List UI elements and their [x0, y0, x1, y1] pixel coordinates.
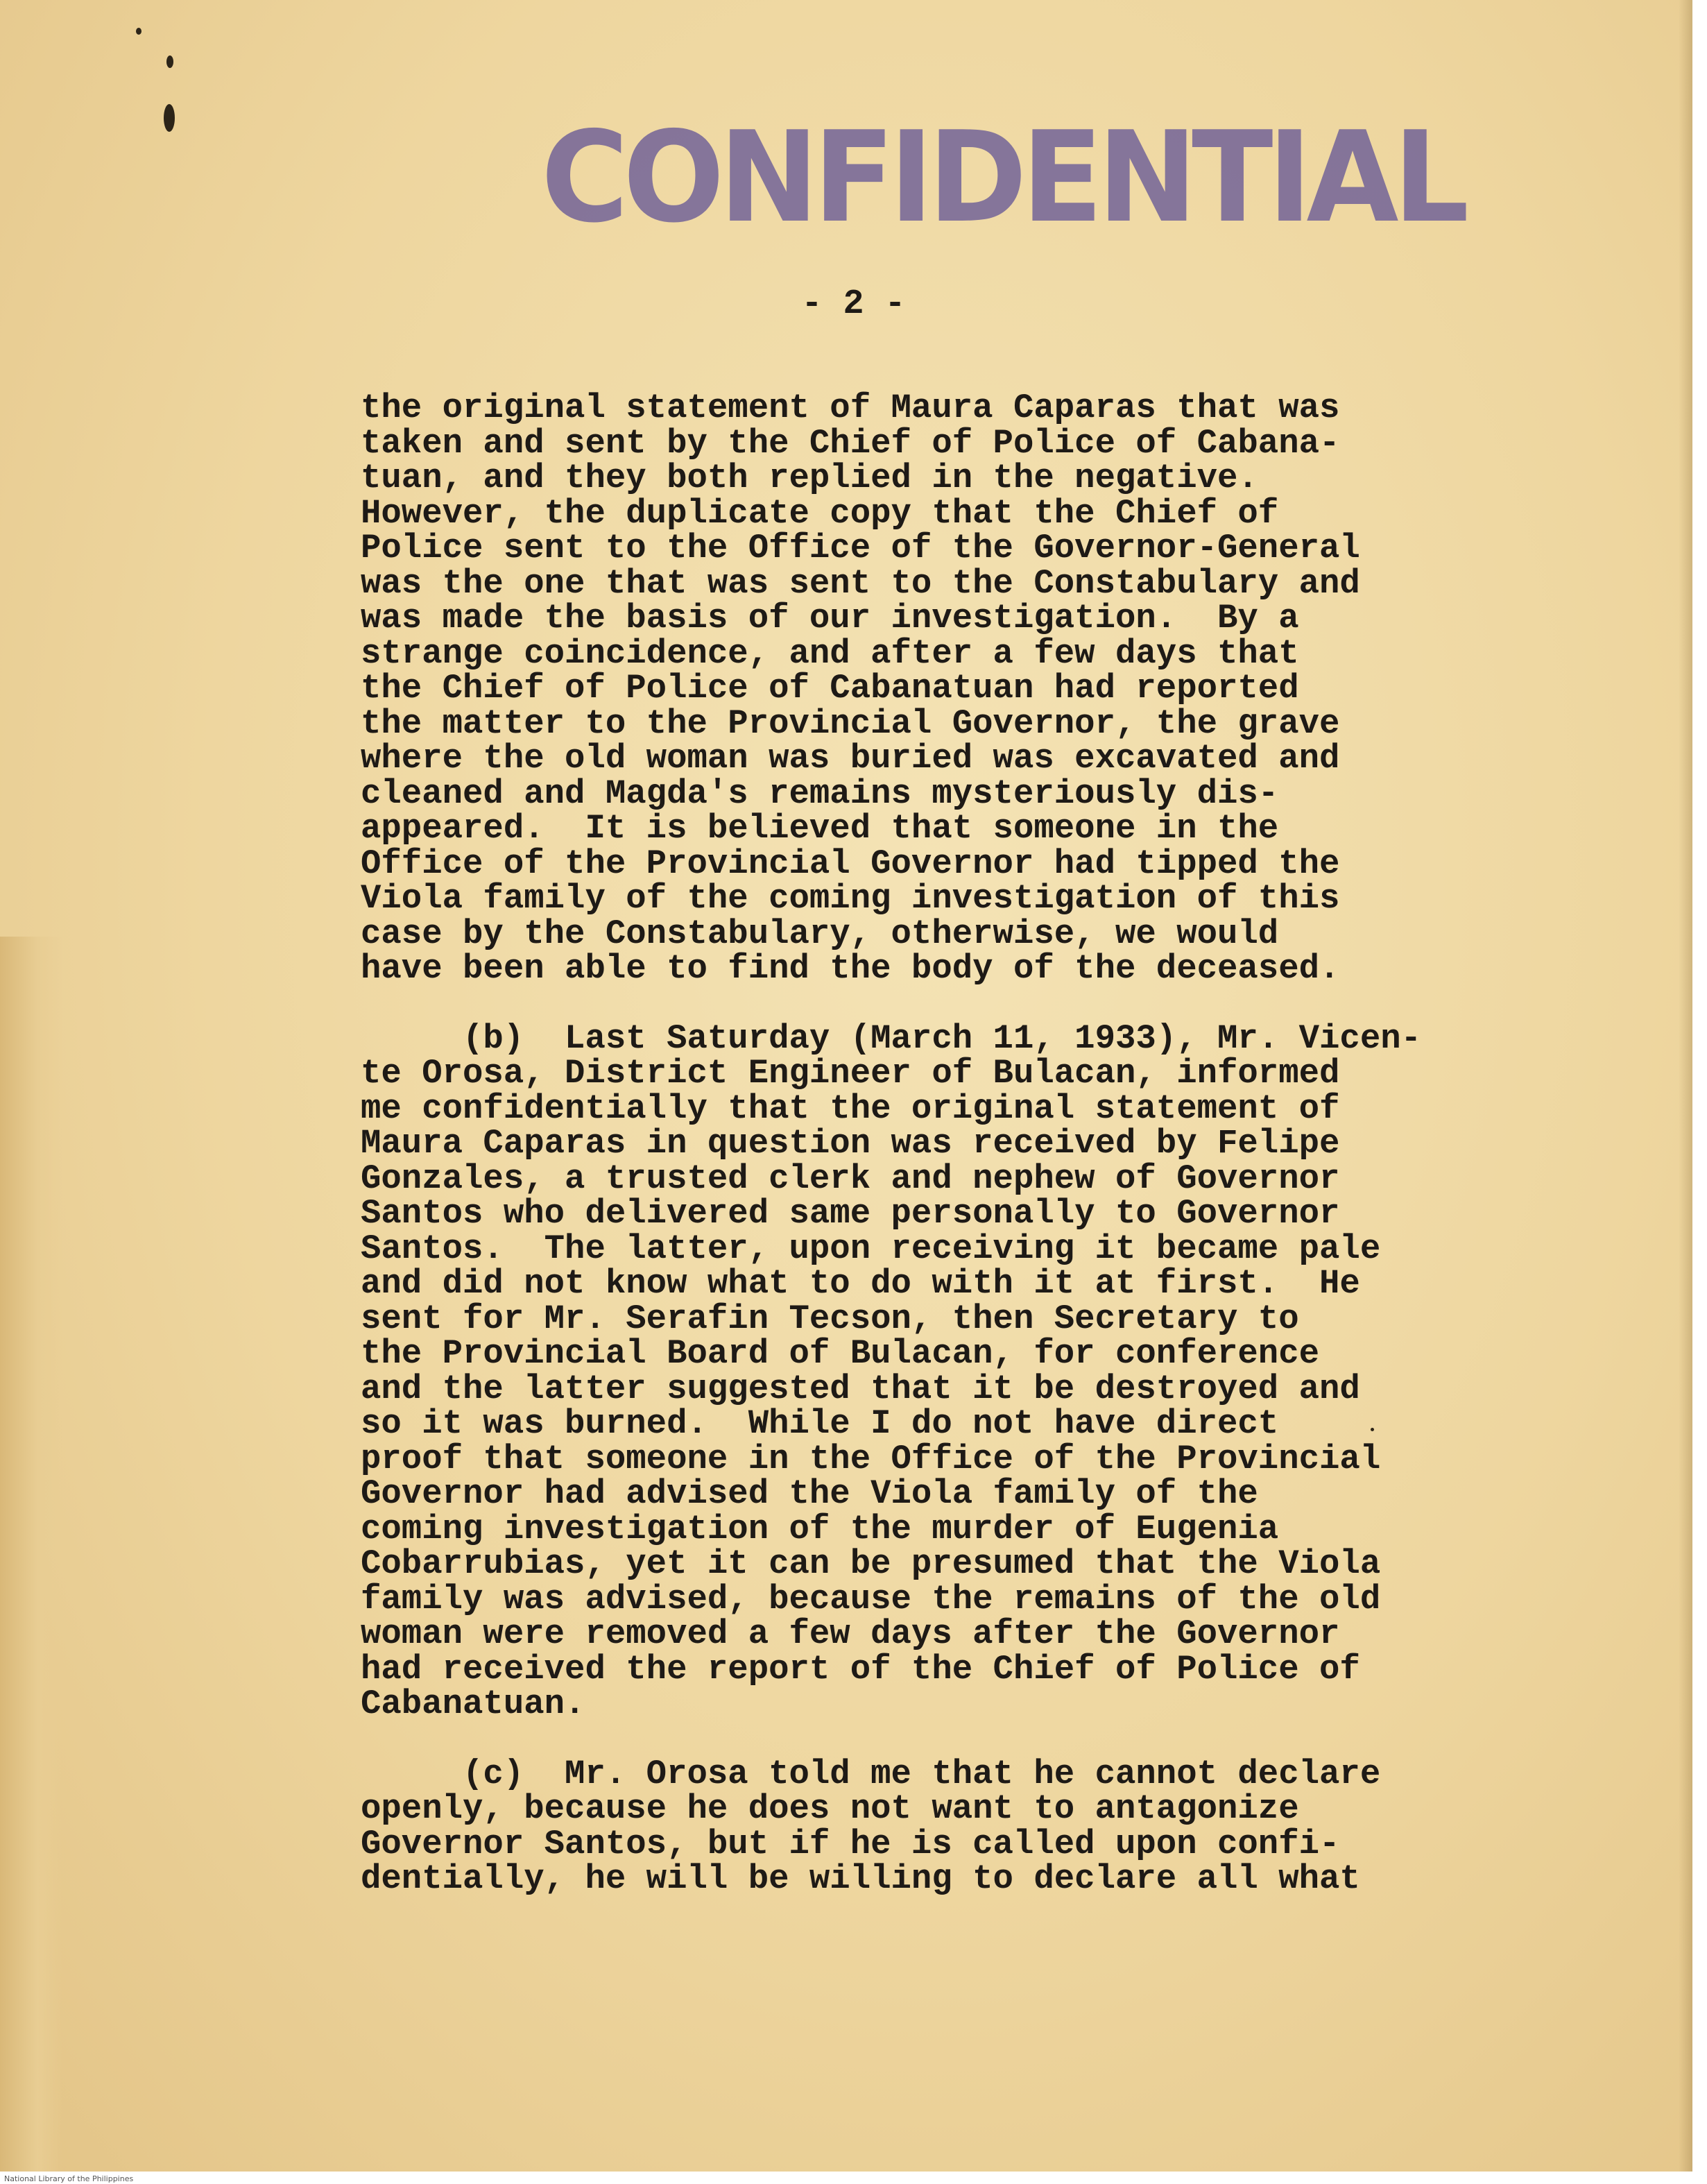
ink-stain — [164, 104, 175, 132]
text-line: openly, because he does not want to antagonize — [361, 1789, 1299, 1828]
text-line: Viola family of the coming investigation of this — [361, 879, 1340, 918]
text-line: Governor Santos, but if he is called upon confi- — [361, 1824, 1340, 1863]
paragraph-a-continuation — [361, 391, 1443, 987]
ink-stain — [166, 56, 173, 68]
text-line: Maura Caparas in question was received by Felipe — [361, 1124, 1340, 1163]
text-line: Cobarrubias, yet it can be presumed that the Viola — [361, 1544, 1381, 1583]
text-line: so it was burned. While I do not have direct — [361, 1404, 1279, 1443]
text-line: the Chief of Police of Cabanatuan had reported — [361, 669, 1299, 708]
text-line: was the one that was sent to the Constabulary and — [361, 563, 1360, 603]
folded-edge — [0, 937, 62, 2172]
text-line: Santos. The latter, upon receiving it became pale — [361, 1229, 1381, 1268]
text-line: woman were removed a few days after the Governor — [361, 1614, 1340, 1653]
text-line: strange coincidence, and after a few days that — [361, 633, 1299, 673]
ink-stain — [136, 28, 141, 35]
text-line: cleaned and Magda's remains mysteriously dis- — [361, 774, 1279, 813]
text-line: where the old woman was buried was excavated and — [361, 739, 1340, 778]
text-line: te Orosa, District Engineer of Bulacan, informed — [361, 1054, 1340, 1093]
confidential-stamp: CONFIDENTIAL — [541, 103, 1464, 250]
text-line: family was advised, because the remains of the old — [361, 1579, 1381, 1619]
text-line: Governor had advised the Viola family of the — [361, 1474, 1258, 1513]
text-line: dentially, he will be willing to declare all what — [361, 1859, 1360, 1898]
text-line: had received the report of the Chief of Police of — [361, 1649, 1360, 1689]
page-number: - 2 - — [801, 284, 906, 324]
text-line: the Provincial Board of Bulacan, for conference — [361, 1334, 1320, 1373]
text-line: and the latter suggested that it be destroyed and — [361, 1369, 1360, 1408]
text-line: Police sent to the Office of the Governor-General — [361, 529, 1360, 568]
page-edge-shadow — [1679, 0, 1692, 2172]
text-line: appeared. It is believed that someone in the — [361, 809, 1279, 848]
text-line: Office of the Provincial Governor had tipped the — [361, 844, 1340, 883]
text-line: have been able to find the body of the deceased. — [361, 949, 1340, 988]
text-line: Gonzales, a trusted clerk and nephew of Governor — [361, 1159, 1340, 1198]
text-line: proof that someone in the Office of the Provincial — [361, 1439, 1381, 1478]
archive-footer: National Library of the Philippines — [4, 2174, 134, 2183]
text-line: me confidentially that the original statement of — [361, 1089, 1340, 1128]
text-line: sent for Mr. Serafin Tecson, then Secretary to — [361, 1299, 1299, 1338]
text-line: (c) Mr. Orosa told me that he cannot declare — [361, 1754, 1381, 1793]
paragraph-b — [361, 1018, 1443, 1723]
text-line: Cabanatuan. — [361, 1684, 585, 1723]
text-line: Santos who delivered same personally to Governor — [361, 1194, 1340, 1233]
text-line: tuan, and they both replied in the negative. — [361, 459, 1258, 497]
text-line: (b) Last Saturday (March 11, 1933), Mr. Vicen- — [361, 1018, 1422, 1058]
text-line: coming investigation of the murder of Eugenia — [361, 1509, 1279, 1549]
typed-letter-body — [361, 391, 1443, 1897]
text-line: However, the duplicate copy that the Chief of — [361, 493, 1279, 533]
text-line: taken and sent by the Chief of Police of Cabana- — [361, 423, 1340, 463]
text-line: case by the Constabulary, otherwise, we would — [361, 914, 1279, 953]
text-line: the original statement of Maura Caparas that was — [361, 389, 1340, 427]
paragraph-c — [361, 1754, 1443, 1898]
text-line: the matter to the Provincial Governor, the grave — [361, 703, 1340, 743]
text-line: and did not know what to do with it at first. He — [361, 1264, 1360, 1303]
text-line: was made the basis of our investigation. By a — [361, 599, 1299, 638]
